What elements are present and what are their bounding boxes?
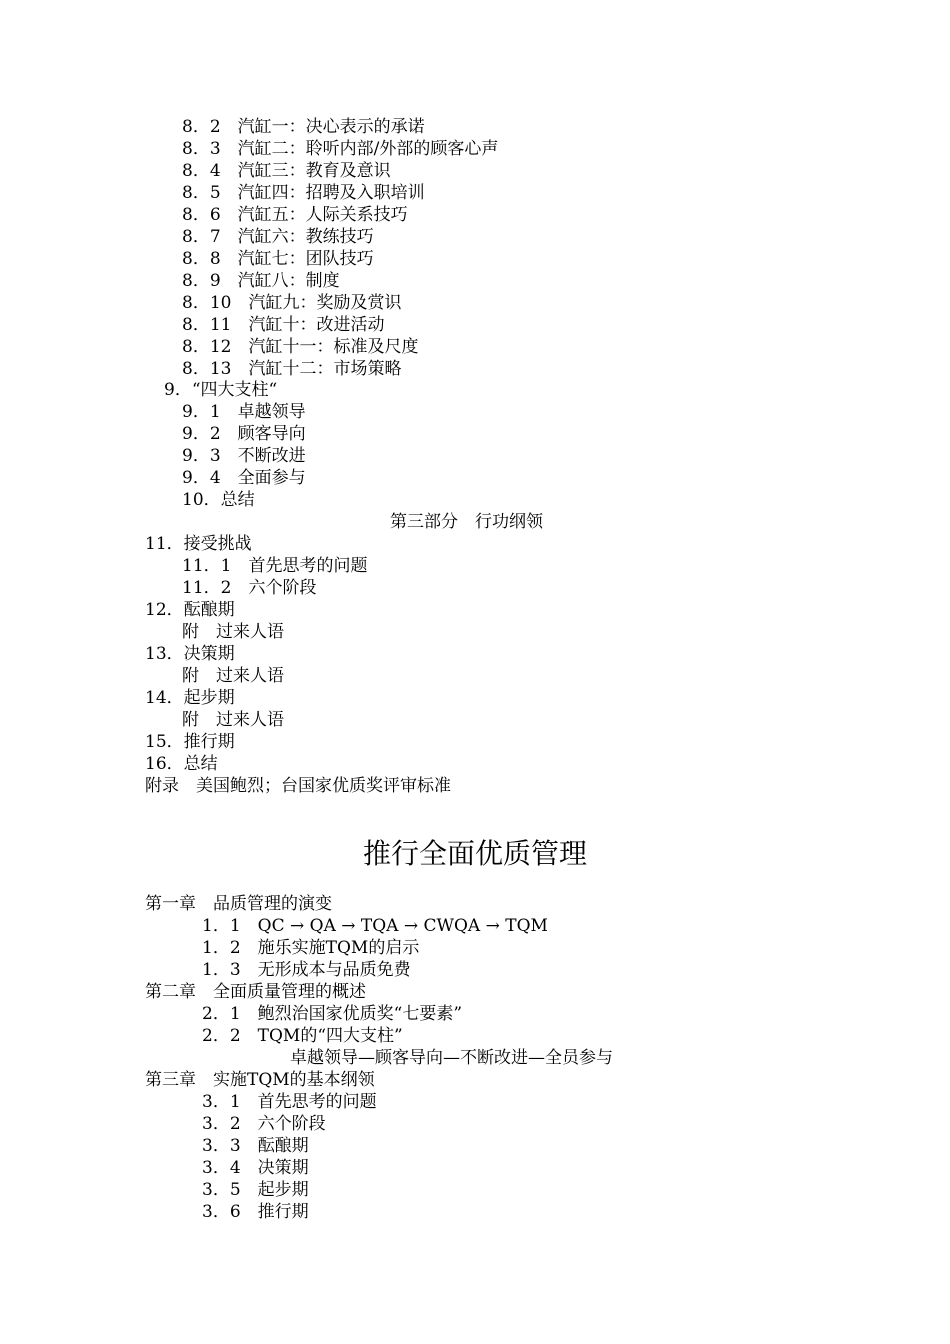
toc-item-8-10: 8．10 汽缸九：奖励及赏识 bbox=[182, 293, 402, 313]
toc-item-9: 9．“四大支柱“ bbox=[164, 380, 278, 400]
toc-item-9-1: 9．1 卓越领导 bbox=[182, 402, 306, 422]
outline-item-3-2: 3．2 六个阶段 bbox=[202, 1114, 326, 1134]
chapter-1: 第一章 品质管理的演变 bbox=[145, 894, 332, 914]
outline-item-1-1: 1．1 QC → QA → TQA → CWQA → TQM bbox=[202, 916, 548, 936]
outline-item-1-3: 1．3 无形成本与品质免费 bbox=[202, 960, 411, 980]
toc-item-8-7: 8．7 汽缸六：教练技巧 bbox=[182, 227, 374, 247]
document-title: 推行全面优质管理 bbox=[362, 837, 587, 870]
toc-item-16: 16．总结 bbox=[145, 754, 218, 774]
toc-item-10: 10．总结 bbox=[182, 490, 255, 510]
toc-item-13-appendix: 附 过来人语 bbox=[182, 666, 284, 686]
toc-item-8-12: 8．12 汽缸十一：标准及尺度 bbox=[182, 337, 419, 357]
outline-item-1-2: 1．2 施乐实施TQM的启示 bbox=[202, 938, 420, 958]
outline-item-3-3: 3．3 酝酿期 bbox=[202, 1136, 309, 1156]
toc-item-12: 12．酝酿期 bbox=[145, 600, 235, 620]
toc-item-13: 13．决策期 bbox=[145, 644, 235, 664]
toc-item-9-4: 9．4 全面参与 bbox=[182, 468, 306, 488]
toc-item-8-13: 8．13 汽缸十二：市场策略 bbox=[182, 359, 402, 379]
toc-item-appendix: 附录 美国鲍烈；台国家优质奖评审标准 bbox=[145, 776, 451, 796]
toc-item-8-11: 8．11 汽缸十：改进活动 bbox=[182, 315, 385, 335]
toc-item-8-9: 8．9 汽缸八：制度 bbox=[182, 271, 340, 291]
toc-item-9-2: 9．2 顾客导向 bbox=[182, 424, 306, 444]
toc-item-11: 11．接受挑战 bbox=[145, 534, 252, 554]
outline-item-3-6: 3．6 推行期 bbox=[202, 1202, 309, 1222]
toc-item-8-4: 8．4 汽缸三：教育及意识 bbox=[182, 161, 391, 181]
toc-item-8-8: 8．8 汽缸七：团队技巧 bbox=[182, 249, 374, 269]
toc-item-8-3: 8．3 汽缸二：聆听内部/外部的顾客心声 bbox=[182, 139, 499, 159]
outline-item-3-1: 3．1 首先思考的问题 bbox=[202, 1092, 377, 1112]
outline-item-2-1: 2．1 鲍烈治国家优质奖“七要素” bbox=[202, 1004, 463, 1024]
toc-item-15: 15．推行期 bbox=[145, 732, 235, 752]
toc-item-8-2: 8．2 汽缸一：决心表示的承诺 bbox=[182, 117, 425, 137]
chapter-2: 第二章 全面质量管理的概述 bbox=[145, 982, 366, 1002]
toc-item-14-appendix: 附 过来人语 bbox=[182, 710, 284, 730]
part3-heading: 第三部分 行功纲领 bbox=[390, 512, 543, 532]
outline-pillars-line: 卓越领导—顾客导向—不断改进—全员参与 bbox=[290, 1048, 613, 1068]
toc-item-8-5: 8．5 汽缸四：招聘及入职培训 bbox=[182, 183, 425, 203]
toc-item-9-3: 9．3 不断改进 bbox=[182, 446, 306, 466]
outline-item-2-2: 2．2 TQM的“四大支柱” bbox=[202, 1026, 403, 1046]
toc-item-12-appendix: 附 过来人语 bbox=[182, 622, 284, 642]
outline-item-3-4: 3．4 决策期 bbox=[202, 1158, 309, 1178]
toc-item-8-6: 8．6 汽缸五：人际关系技巧 bbox=[182, 205, 408, 225]
toc-item-11-1: 11．1 首先思考的问题 bbox=[182, 556, 368, 576]
chapter-3: 第三章 实施TQM的基本纲领 bbox=[145, 1070, 375, 1090]
toc-item-11-2: 11．2 六个阶段 bbox=[182, 578, 317, 598]
toc-item-14: 14．起步期 bbox=[145, 688, 235, 708]
outline-item-3-5: 3．5 起步期 bbox=[202, 1180, 309, 1200]
